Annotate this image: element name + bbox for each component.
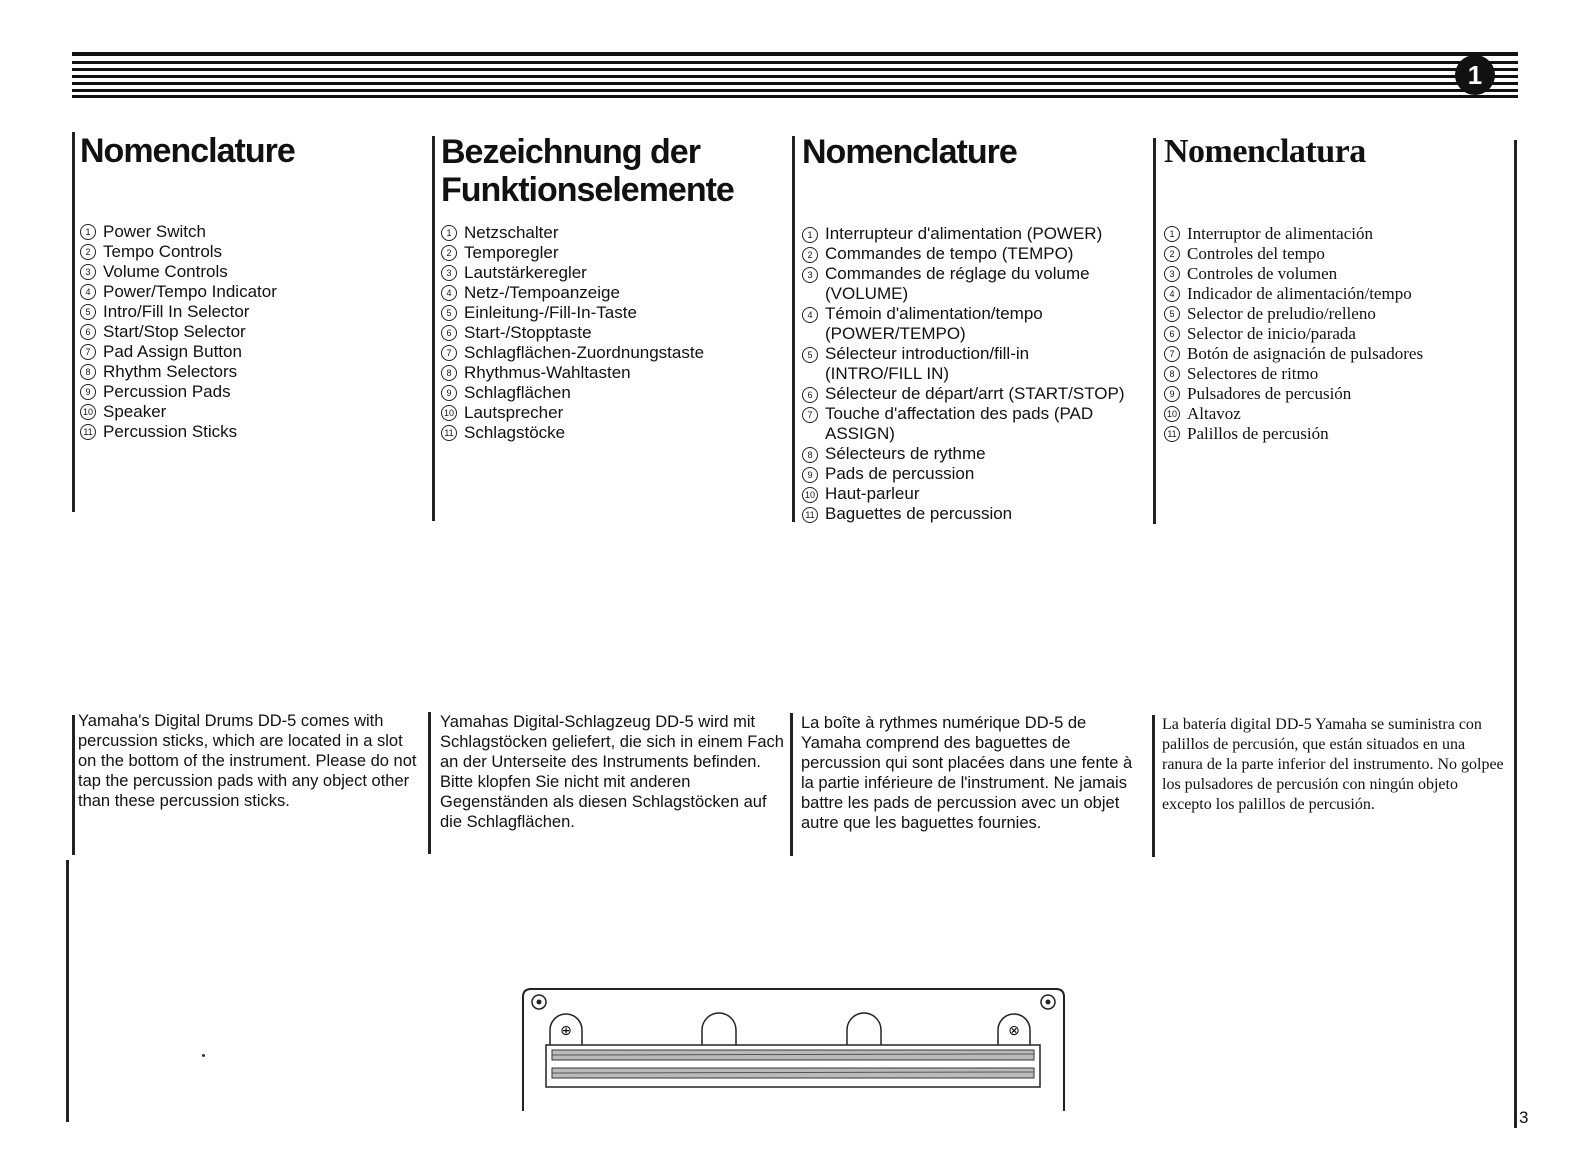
list-item [441,323,786,343]
circled-number: 1 [802,227,818,243]
circled-number: 7 [1164,346,1180,362]
circled-number: 6 [441,325,457,341]
item-label: Indicador de alimentación/tempo [1187,284,1412,303]
circled-number: 9 [1164,386,1180,402]
list-item [441,343,786,363]
item-label: Selector de preludio/relleno [1187,304,1376,323]
circled-number: 10 [441,405,457,421]
circled-number: 7 [80,344,96,360]
list-item [1164,424,1509,444]
item-label: Botón de asignación de pulsadores [1187,344,1424,363]
column-rule-french-top [792,136,795,522]
circled-number: 11 [1164,426,1180,442]
item-label: Lautstärkeregler [464,263,587,282]
column-spanish [1164,133,1509,444]
circled-number: 3 [441,265,457,281]
circled-number: 5 [80,304,96,320]
paragraph-spanish: La batería digital DD-5 Yamaha se suministra con palillos de percusión, que están situados en una ranura de la parte inferior del instrumento. No golpee los pulsadores de percusión con ningún objeto excepto los palillos de percusión. [1162,716,1504,813]
circled-number: 4 [1164,286,1180,302]
item-label: Percussion Sticks [103,422,238,441]
circled-number: 11 [802,507,818,523]
column-title-spanish: Nomenclatura [1164,133,1366,170]
column-title-english: Nomenclature [80,132,295,170]
list-item [441,283,786,303]
circled-number: 1 [80,224,96,240]
list-item [1164,284,1509,304]
stick-slot-tab-2 [702,1013,736,1045]
column-rule-english-bottom [72,715,75,855]
stick-slot-tab-3 [847,1013,881,1045]
circled-number: 3 [802,267,818,283]
circled-number: 10 [802,487,818,503]
item-label: Altavoz [1187,404,1241,423]
circled-number: 5 [802,347,818,363]
nomenclature-list-english [80,222,420,442]
list-item [80,222,420,242]
item-label: Schlagstöcke [464,423,566,442]
nomenclature-list-spanish [1164,224,1509,444]
list-item [441,303,786,323]
item-label: Palillos de percusión [1187,424,1329,443]
item-label: Start/Stop Selector [103,322,246,341]
item-label: Lautsprecher [464,403,564,422]
list-item [1164,404,1509,424]
circled-number: 8 [80,364,96,380]
item-label: Commandes de tempo (TEMPO) [825,244,1074,263]
column-german [441,133,786,443]
item-label: Power/Tempo Indicator [103,282,277,301]
item-label: Sélecteur de départ/arrt (START/STOP) [825,384,1125,403]
item-label: Interruptor de alimentación [1187,224,1373,243]
list-item [441,243,786,263]
item-label: Interrupteur d'alimentation (POWER) [825,224,1103,243]
list-item [1164,224,1509,244]
list-item [80,362,420,382]
item-label: Sélecteurs de rythme [825,444,986,463]
column-title-german-line2: Funktionselemente [441,171,734,209]
list-item [80,262,420,282]
circled-number: 2 [1164,246,1180,262]
circled-number: 10 [80,404,96,420]
item-label: Controles de volumen [1187,264,1338,283]
list-item [441,363,786,383]
list-item [80,342,420,362]
circled-number: 8 [441,365,457,381]
plus-terminal-icon: ⊕ [560,1023,572,1039]
paragraph-german: Yamahas Digital-Schlagzeug DD-5 wird mit Schlagstöcken geliefert, die sich in einem Fach an der Unterseite des Instruments befinden. Bitte klopfen Sie nicht mit anderen Gegenständen als diesen Schlagstöcken auf die Schlagflächen. [440,713,784,831]
circled-number: 4 [80,284,96,300]
cross-terminal-icon: ⊗ [1008,1023,1020,1039]
circled-number: 4 [802,307,818,323]
list-item [441,223,786,243]
column-rule-german-top [432,136,435,521]
circled-number: 5 [441,305,457,321]
item-label: Selectores de ritmo [1187,364,1319,383]
list-item [802,344,1147,384]
circled-number: 6 [1164,326,1180,342]
circled-number: 11 [441,425,457,441]
item-label: Témoin d'alimentation/tempo (POWER/TEMPO) [825,304,1043,343]
circled-number: 1 [1164,226,1180,242]
list-item [802,264,1147,304]
paragraph-french: La boîte à rythmes numérique DD-5 de Yamaha comprend des baguettes de percussion qui sont placées dans une fente à la partie inférieure de l'instrument. Ne jamais battre les pads de percussion avec un objet autre que les baguettes fournies. [801,714,1133,832]
list-item [80,422,420,442]
column-title-german [441,133,786,209]
item-label: Rhythmus-Wahltasten [464,363,631,382]
circled-number: 7 [802,407,818,423]
list-item [802,484,1147,504]
item-label: Temporegler [464,243,559,262]
circled-number: 1 [441,225,457,241]
item-label: Pad Assign Button [103,342,242,361]
column-title-french: Nomenclature [802,133,1017,171]
list-item [80,302,420,322]
list-item [441,403,786,423]
circled-number: 8 [1164,366,1180,382]
item-label: Commandes de réglage du volume (VOLUME) [825,264,1090,303]
item-label: Speaker [103,402,167,421]
list-item [802,504,1147,524]
circled-number: 2 [802,247,818,263]
column-rule-german-bottom [428,712,431,854]
circled-number: 11 [80,424,96,440]
list-item [80,402,420,422]
list-item [802,304,1147,344]
list-item [802,464,1147,484]
item-label: Baguettes de percussion [825,504,1013,523]
list-item [802,444,1147,464]
instrument-bottom-illustration [520,985,1066,1111]
item-label: Volume Controls [103,262,228,281]
circled-number: 4 [441,285,457,301]
column-rule-spanish-bottom [1152,715,1155,857]
column-rule-english-top [72,132,75,512]
circled-number: 6 [802,387,818,403]
nomenclature-list-german [441,223,786,443]
item-label: Touche d'affectation des pads (PAD ASSIGN) [825,404,1094,443]
circled-number: 3 [80,264,96,280]
item-label: Intro/Fill In Selector [103,302,250,321]
list-item [441,383,786,403]
circled-number: 9 [802,467,818,483]
list-item [802,384,1147,404]
stray-dot [202,1054,205,1057]
list-item [80,242,420,262]
item-label: Start-/Stopptaste [464,323,592,342]
list-item [1164,324,1509,344]
item-label: Schlagflächen [464,383,571,402]
column-english [80,132,420,442]
item-label: Percussion Pads [103,382,231,401]
list-item [802,244,1147,264]
item-label: Selector de inicio/parada [1187,324,1356,343]
item-label: Tempo Controls [103,242,223,261]
header-rule-bar [72,52,1518,98]
item-label: Haut-parleur [825,484,920,503]
list-item [441,263,786,283]
column-rule-spanish-top [1153,138,1156,524]
circled-number: 5 [1164,306,1180,322]
item-label: Netzschalter [464,223,559,242]
circled-number: 6 [80,324,96,340]
item-label: Rhythm Selectors [103,362,238,381]
item-label: Pulsadores de percusión [1187,384,1352,403]
item-label: Controles del tempo [1187,244,1325,263]
list-item [1164,304,1509,324]
list-item [802,404,1147,444]
list-item [1164,264,1509,284]
page-number: 3 [1519,1108,1529,1127]
list-item [802,224,1147,244]
item-label: Pads de percussion [825,464,975,483]
item-label: Netz-/Tempoanzeige [464,283,620,302]
circled-number: 10 [1164,406,1180,422]
nomenclature-list-french [802,224,1147,524]
list-item [80,382,420,402]
item-label: Power Switch [103,222,206,241]
list-item [1164,244,1509,264]
list-item [1164,344,1509,364]
column-french [802,133,1147,524]
circled-number: 3 [1164,266,1180,282]
circled-number: 7 [441,345,457,361]
column-title-german-line1: Bezeichnung der [441,133,700,171]
list-item [1164,364,1509,384]
paragraph-english: Yamaha's Digital Drums DD-5 comes with percussion sticks, which are located in a slot on the bottom of the instrument. Please do not tap the percussion pads with any object other than these percussion sticks. [78,712,417,810]
circled-number: 2 [441,245,457,261]
chapter-badge: 1 [1455,55,1495,95]
circled-number: 9 [80,384,96,400]
column-rule-english-lower [66,860,69,1122]
list-item [1164,384,1509,404]
list-item [80,282,420,302]
item-label: Schlagflächen-Zuordnungstaste [464,343,705,362]
list-item [80,322,420,342]
right-margin-rule [1514,140,1517,1128]
circled-number: 9 [441,385,457,401]
circled-number: 8 [802,447,818,463]
list-item [441,423,786,443]
item-label: Einleitung-/Fill-In-Taste [464,303,637,322]
circled-number: 2 [80,244,96,260]
item-label: Sélecteur introduction/fill-in (INTRO/FILL IN) [825,344,1030,383]
column-rule-french-bottom [790,713,793,856]
